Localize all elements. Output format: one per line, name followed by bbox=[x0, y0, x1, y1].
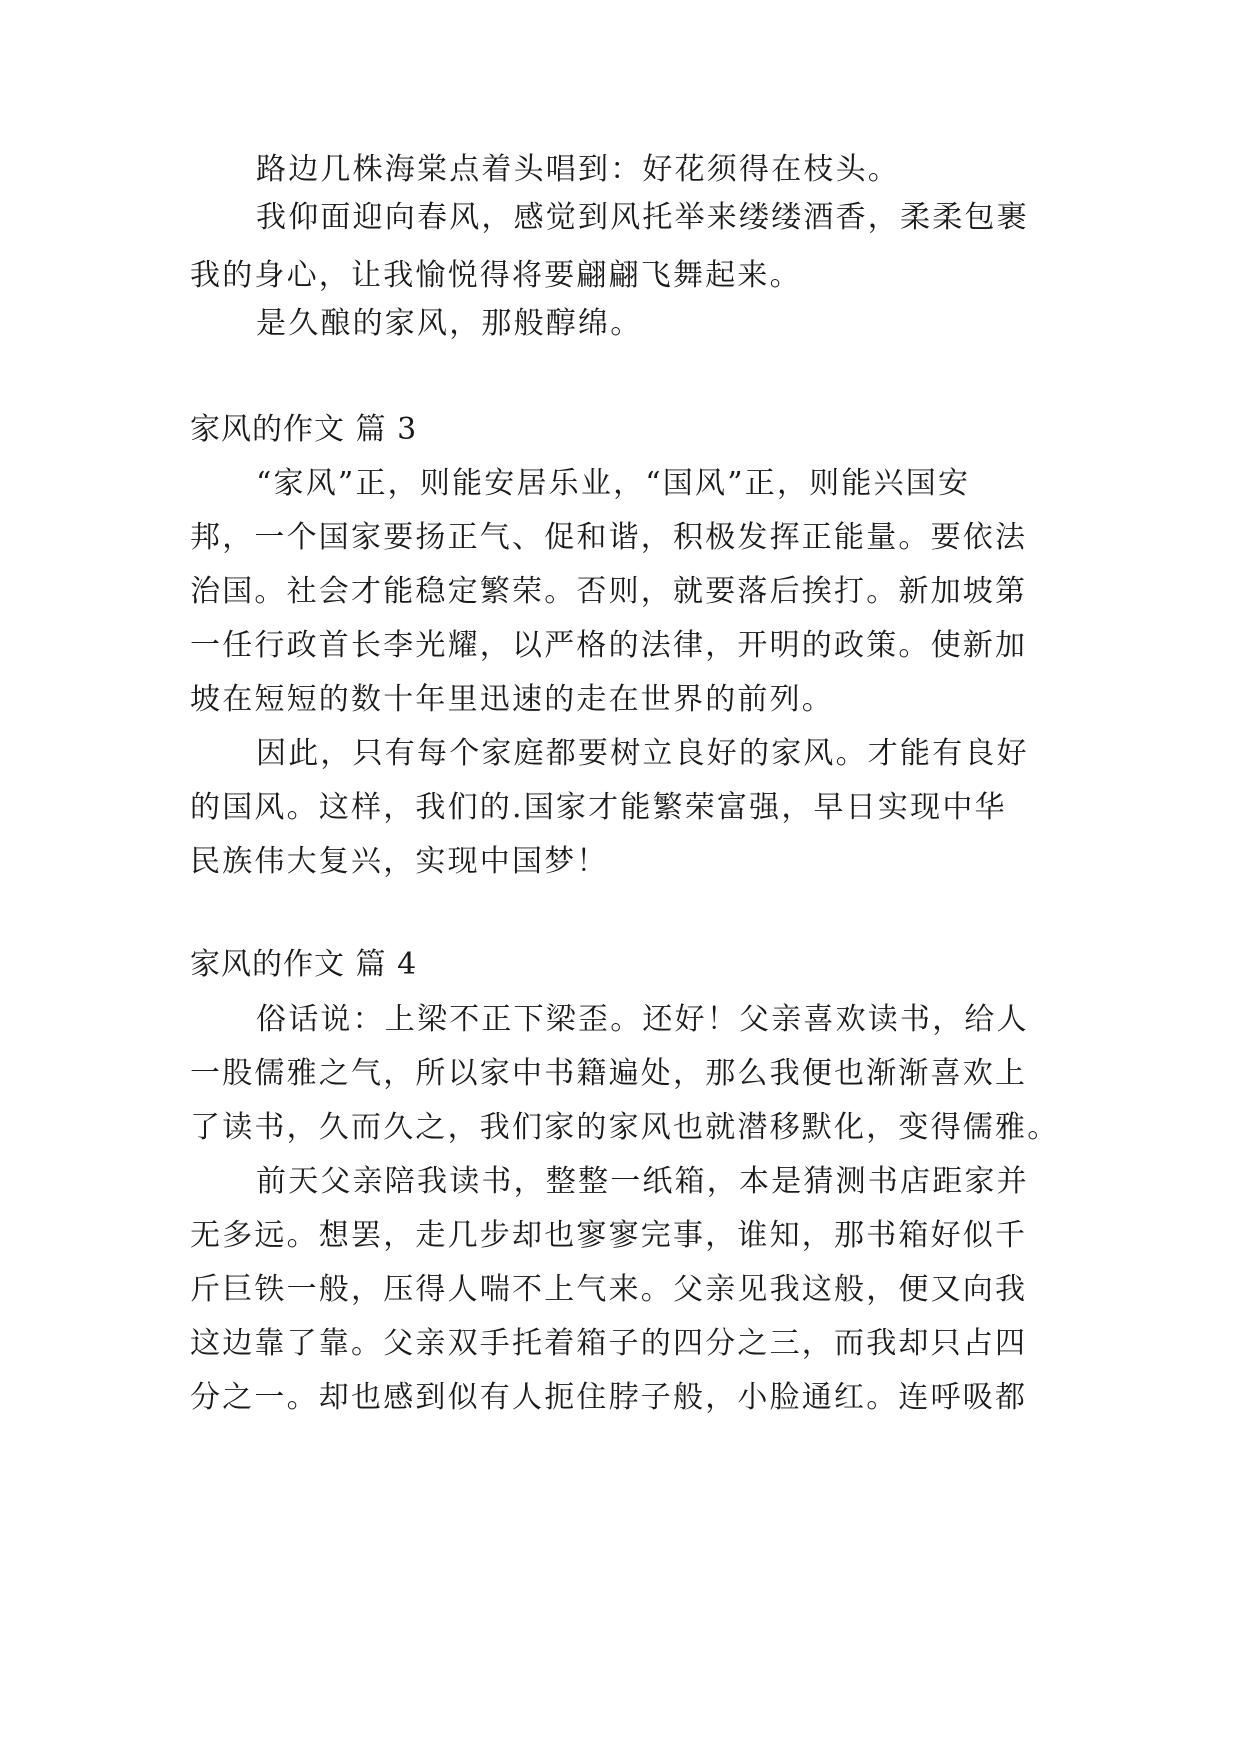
paragraph-line: 斤巨铁一般，压得人喘不上气来。父亲见我这般，便又向我 bbox=[190, 1272, 1028, 1307]
paragraph-line: 一股儒雅之气，所以家中书籍遍处，那么我便也渐渐喜欢上 bbox=[190, 1056, 1028, 1091]
paragraph-line: “家风”正，则能安居乐业，“国风”正，则能兴国安 bbox=[256, 466, 971, 501]
paragraph-line: 我的身心，让我愉悦得将要翩翩飞舞起来。 bbox=[190, 258, 802, 293]
paragraph-line: 分之一。却也感到似有人扼住脖子般，小脸通红。连呼吸都 bbox=[190, 1380, 1028, 1415]
paragraph-line: 一任行政首长李光耀，以严格的法律，开明的政策。使新加 bbox=[190, 628, 1028, 663]
section-heading: 家风的作文 篇 4 bbox=[190, 947, 418, 982]
paragraph-line: 的国风。这样，我们的.国家才能繁荣富强，早日实现中华 bbox=[190, 790, 1007, 825]
paragraph-line: 治国。社会才能稳定繁荣。否则，就要落后挨打。新加坡第 bbox=[190, 574, 1028, 609]
paragraph-line: 了读书，久而久之，我们家的家风也就潜移默化，变得儒雅。 bbox=[190, 1110, 1060, 1145]
paragraph-line: 是久酿的家风，那般醇绵。 bbox=[256, 306, 643, 341]
paragraph-line: 这边靠了靠。父亲双手托着箱子的四分之三，而我却只占四 bbox=[190, 1326, 1028, 1361]
paragraph-line: 我仰面迎向春风，感觉到风托举来缕缕酒香，柔柔包裹 bbox=[256, 200, 1029, 235]
section-heading: 家风的作文 篇 3 bbox=[190, 412, 418, 447]
paragraph-line: 坡在短短的数十年里迅速的走在世界的前列。 bbox=[190, 682, 834, 717]
paragraph-line: 因此，只有每个家庭都要树立良好的家风。才能有良好 bbox=[256, 736, 1029, 771]
paragraph-line: 前天父亲陪我读书，整整一纸箱，本是猜测书店距家并 bbox=[256, 1164, 1029, 1199]
paragraph-line: 邦，一个国家要扬正气、促和谐，积极发挥正能量。要依法 bbox=[190, 520, 1028, 555]
paragraph-line: 路边几株海棠点着头唱到：好花须得在枝头。 bbox=[256, 152, 900, 187]
paragraph-line: 俗话说：上梁不正下梁歪。还好！父亲喜欢读书，给人 bbox=[256, 1002, 1029, 1037]
paragraph-line: 无多远。想罢，走几步却也寥寥完事，谁知，那书箱好似千 bbox=[190, 1218, 1028, 1253]
paragraph-line: 民族伟大复兴，实现中国梦！ bbox=[190, 844, 609, 879]
